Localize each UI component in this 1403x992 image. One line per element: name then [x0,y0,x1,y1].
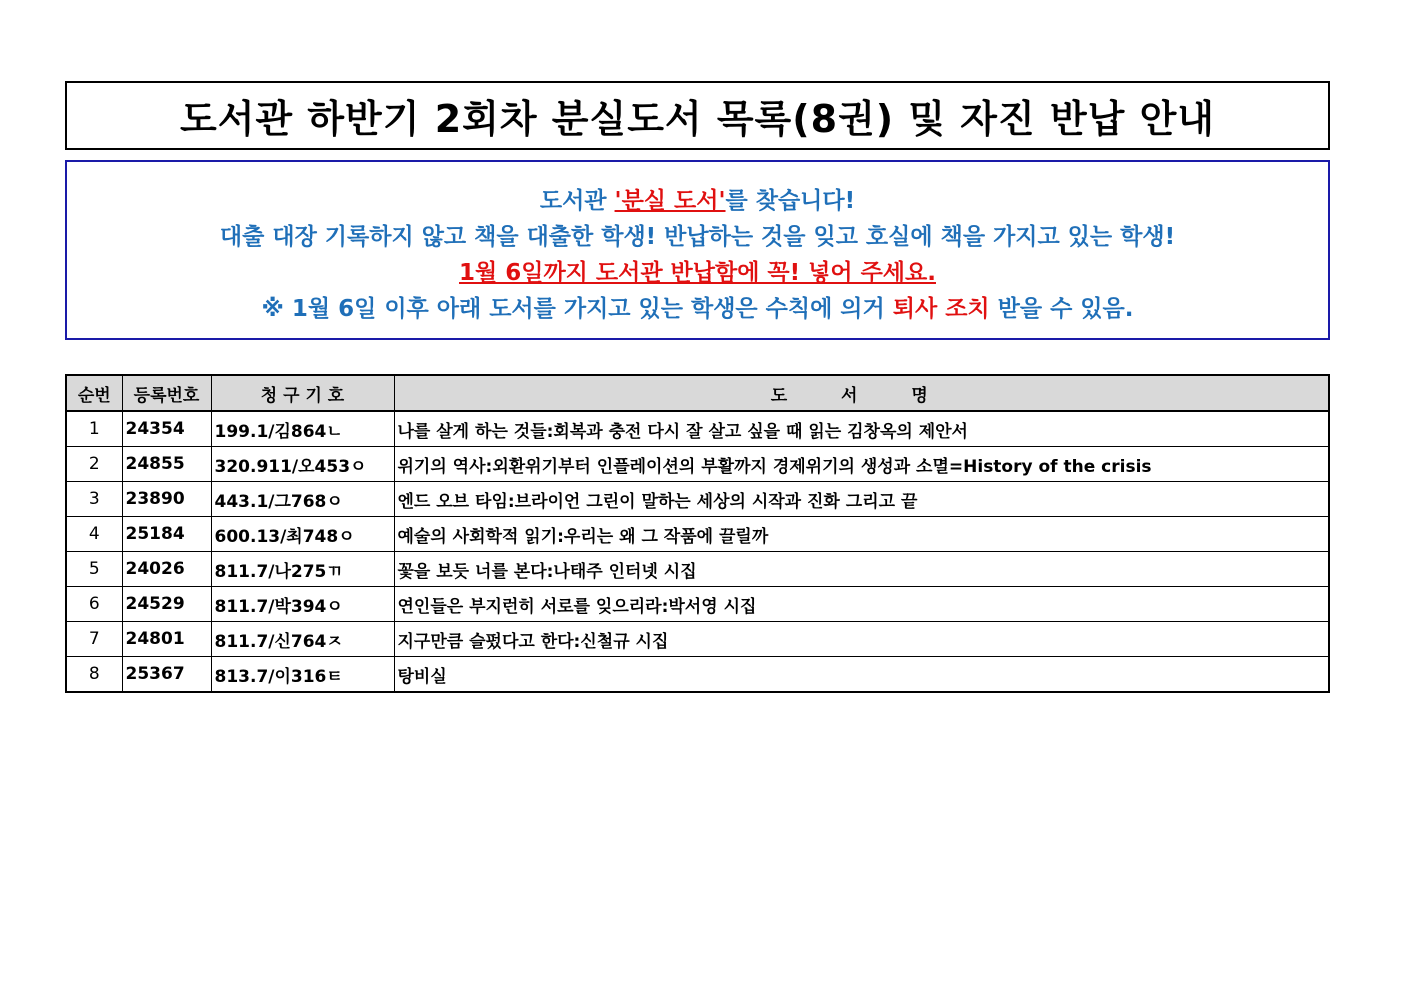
header-call-no: 청 구 기 호 [211,375,394,411]
cell-book-title: 위기의 역사:외환위기부터 인플레이션의 부활까지 경제위기의 생성과 소멸=History of the crisis [394,447,1329,482]
cell-book-title: 나를 살게 하는 것들:회복과 충전 다시 잘 살고 싶을 때 읽는 김창옥의 제안서 [394,411,1329,447]
cell-call-no: 811.7/박394ㅇ [211,587,394,622]
notice-line-2: 대출 대장 기록하지 않고 책을 대출한 학생! 반납하는 것을 잊고 호실에 책을 가지고 있는 학생! [219,224,1176,250]
cell-book-title: 엔드 오브 타임:브라이언 그린이 말하는 세상의 시작과 진화 그리고 끝 [394,482,1329,517]
notice-line-4-part-a: ※ 1월 6일 이후 아래 도서를 가지고 있는 학생은 수칙에 의거 [261,296,893,322]
notice-line-1-part-c: 를 찾습니다! [725,188,856,214]
cell-reg-no: 23890 [122,482,211,517]
cell-no: 7 [66,622,122,657]
table-header-row [66,375,1329,411]
notice-line-1-part-a: 도서관 [539,188,615,214]
cell-call-no: 811.7/신764ㅈ [211,622,394,657]
table-row [66,552,1329,587]
cell-call-no: 199.1/김864ㄴ [211,411,394,447]
cell-call-no: 600.13/최748ㅇ [211,517,394,552]
cell-no: 3 [66,482,122,517]
cell-reg-no: 24529 [122,587,211,622]
cell-call-no: 443.1/그768ㅇ [211,482,394,517]
header-reg-no: 등록번호 [122,375,211,411]
table-row [66,657,1329,693]
cell-reg-no: 24801 [122,622,211,657]
cell-book-title: 꽃을 보듯 너를 본다:나태주 인터넷 시집 [394,552,1329,587]
cell-reg-no: 25367 [122,657,211,693]
table-row [66,411,1329,447]
notice-line-4 [67,290,1328,323]
cell-reg-no: 25184 [122,517,211,552]
table-row [66,447,1329,482]
table-row [66,517,1329,552]
cell-call-no: 811.7/나275ㄲ [211,552,394,587]
cell-no: 8 [66,657,122,693]
cell-book-title: 지구만큼 슬펐다고 한다:신철규 시집 [394,622,1329,657]
cell-reg-no: 24354 [122,411,211,447]
lost-books-table [65,374,1330,693]
header-no: 순번 [66,375,122,411]
cell-book-title: 탕비실 [394,657,1329,693]
cell-no: 1 [66,411,122,447]
notice-box [65,160,1330,340]
cell-book-title: 예술의 사회학적 읽기:우리는 왜 그 작품에 끌릴까 [394,517,1329,552]
cell-book-title: 연인들은 부지런히 서로를 잊으리라:박서영 시집 [394,587,1329,622]
title-box [65,81,1330,150]
cell-no: 2 [66,447,122,482]
table-row [66,622,1329,657]
cell-reg-no: 24855 [122,447,211,482]
notice-line-4-part-c: 받을 수 있음. [989,296,1134,322]
cell-call-no: 813.7/이316ㅌ [211,657,394,693]
cell-reg-no: 24026 [122,552,211,587]
header-book-title: 도 서 명 [394,375,1329,411]
page-title: 도서관 하반기 2회차 분실도서 목록(8권) 및 자진 반납 안내 [179,97,1216,141]
notice-penalty-highlight: 퇴사 조치 [892,296,990,322]
cell-no: 4 [66,517,122,552]
cell-no: 6 [66,587,122,622]
notice-deadline: 1월 6일까지 도서관 반납함에 꼭! 넣어 주세요. [459,260,936,286]
notice-lost-books-highlight: '분실 도서' [614,188,726,214]
table-row [66,482,1329,517]
cell-call-no: 320.911/오453ㅇ [211,447,394,482]
table-row [66,587,1329,622]
cell-no: 5 [66,552,122,587]
notice-line-1 [67,182,1328,215]
